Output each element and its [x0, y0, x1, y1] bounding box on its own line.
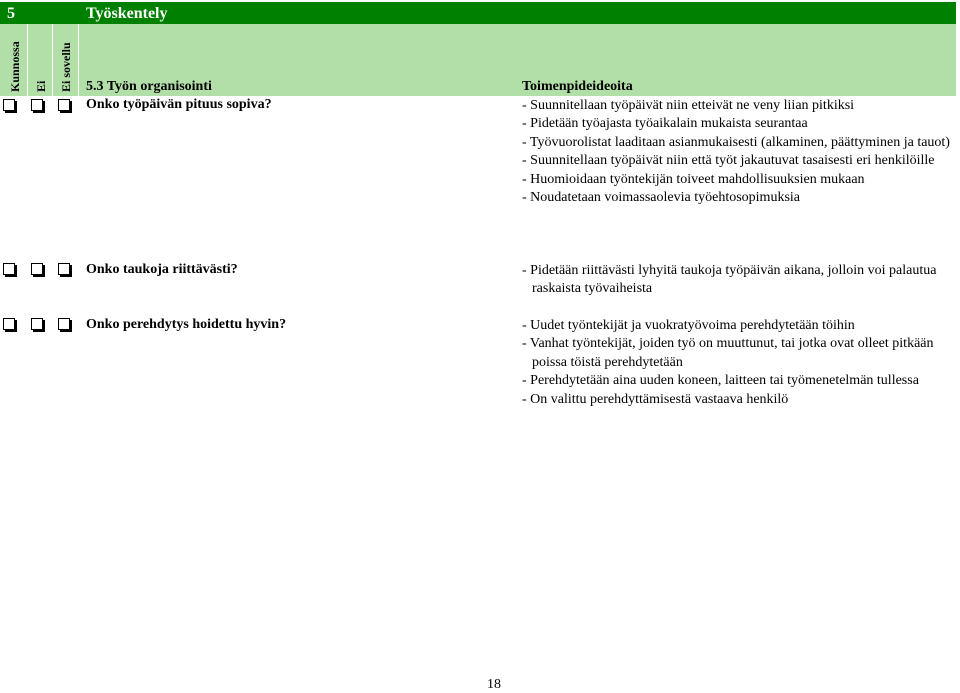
section-title: Työskentely [86, 5, 168, 22]
question-label: Onko perehdytys hoidettu hyvin? [86, 317, 287, 332]
measure-item: - Työvuorolistat laaditaan asianmukaisesti (alkaminen, päättyminen ja tauot) [522, 134, 950, 150]
measures-column-title: Toimenpideideoita [522, 79, 633, 94]
checkbox-kunnossa[interactable] [3, 263, 15, 275]
checkbox-ei[interactable] [31, 263, 43, 275]
measure-item: - Pidetään riittävästi lyhyitä taukoja työpäivän aikana, jolloin voi palautua raskaista työvaiheista [522, 263, 937, 297]
question-label: Onko taukoja riittävästi? [86, 262, 238, 277]
measure-item: - Perehdytetään aina uuden koneen, laitteen tai työmenetelmän tullessa [522, 373, 919, 389]
checkbox-ei[interactable] [31, 318, 43, 330]
measure-item: - Pidetään työajasta työaikalain mukaista seurantaa [522, 116, 808, 132]
column-label-ei: Ei [34, 80, 48, 92]
section-header-bar [0, 2, 956, 24]
page-number: 18 [487, 677, 501, 692]
column-label-kunnossa: Kunnossa [8, 41, 22, 92]
measures-list [522, 317, 952, 409]
checkbox-ei-sovellu[interactable] [58, 263, 70, 275]
measure-item: - Uudet työntekijät ja vuokratyövoima perehdytetään töihin [522, 318, 855, 333]
column-divider [78, 24, 79, 96]
measures-list [522, 262, 952, 299]
subsection-title: 5.3 Työn organisointi [86, 79, 212, 94]
question-label: Onko työpäivän pituus sopiva? [86, 97, 272, 112]
measure-item: - Vanhat työntekijät, joiden työ on muuttunut, tai jotka ovat olleet pitkään poissa töistä perehdytetään [522, 336, 934, 370]
measures-list [522, 97, 952, 207]
column-label-ei-sovellu: Ei sovellu [59, 42, 73, 92]
section-number: 5 [7, 5, 15, 22]
checkbox-ei-sovellu[interactable] [58, 99, 70, 111]
checkbox-kunnossa[interactable] [3, 99, 15, 111]
measure-item: - Huomioidaan työntekijän toiveet mahdollisuuksien mukaan [522, 171, 865, 187]
column-divider [27, 24, 28, 96]
checkbox-ei-sovellu[interactable] [58, 318, 70, 330]
checkbox-ei[interactable] [31, 99, 43, 111]
measure-item: - Noudatetaan voimassaolevia työehtosopimuksia [522, 190, 800, 206]
column-divider [52, 24, 53, 96]
measure-item: - On valittu perehdyttämisestä vastaava henkilö [522, 391, 789, 407]
measure-item: - Suunnitellaan työpäivät niin etteivät ne veny liian pitkiksi [522, 98, 855, 113]
checkbox-kunnossa[interactable] [3, 318, 15, 330]
measure-item: - Suunnitellaan työpäivät niin että työt jakautuvat tasaisesti eri henkilöille [522, 153, 935, 169]
